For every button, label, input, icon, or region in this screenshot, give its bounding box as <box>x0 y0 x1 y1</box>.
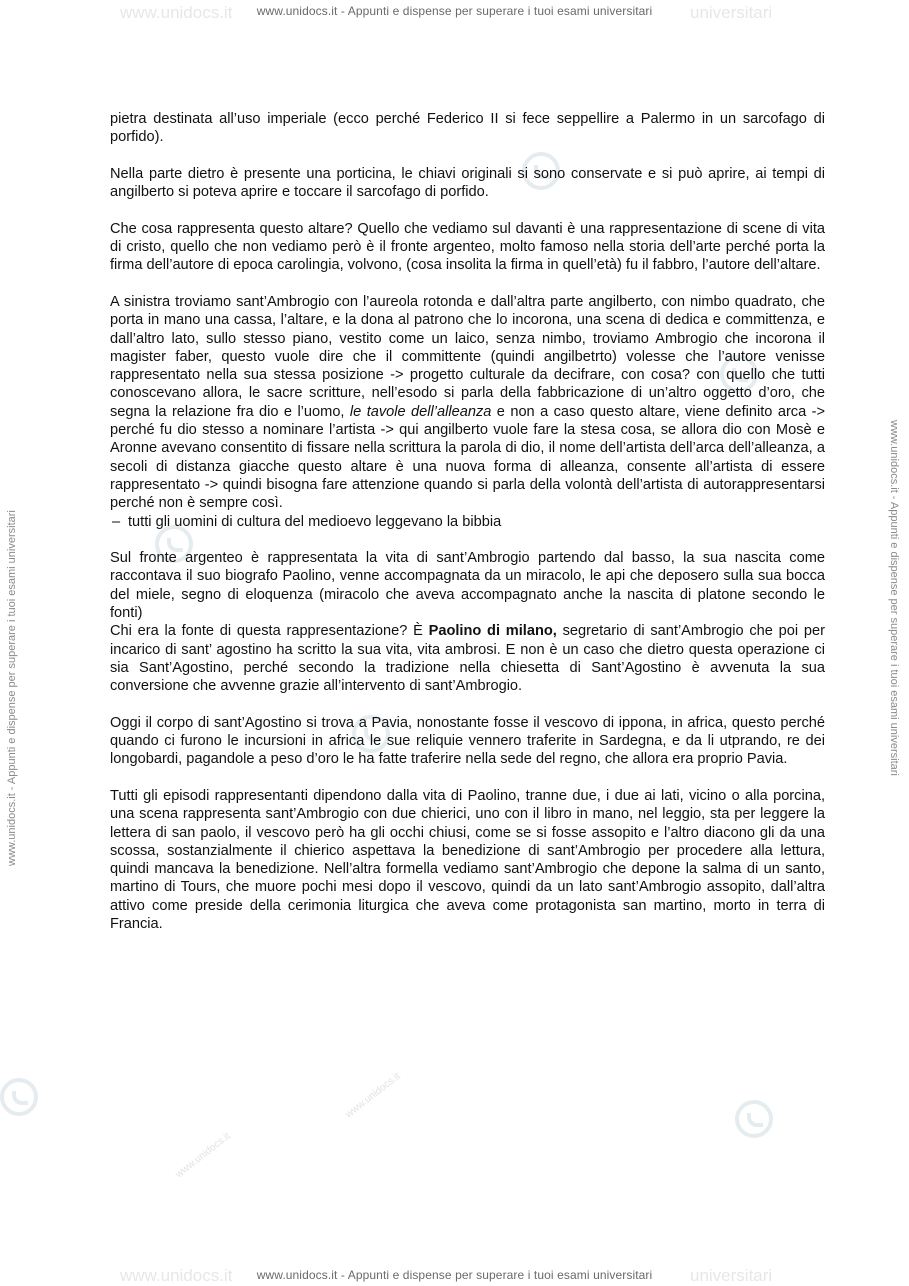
list-item: – tutti gli uomini di cultura del medioevo leggevano la bibbia <box>110 513 825 531</box>
header-ghost-right: universitari <box>690 3 773 22</box>
bullet-list <box>110 513 825 531</box>
document-body <box>110 110 825 952</box>
paragraph: Oggi il corpo di sant’Agostino si trova a Pavia, nonostante fosse il vescovo di ippona, in africa, questo perché quando ci furono le incursioni in africa le sue reliquie vennero traferite in Sardegna, e da li utprando, re dei longobardi, pagandole a peso d’oro le ha fatte traferire nella sede del regno, che allora era proprio Pavia. <box>110 714 825 768</box>
paragraph: Nella parte dietro è presente una porticina, le chiavi originali si sono conservate e si può aprire, ai tempi di angilberto si poteva aprire e toccare il sarcofago di porfido. <box>110 165 825 201</box>
header-ghost-left: www.unidocs.it <box>120 3 233 22</box>
page-header: www.unidocs.it - Appunti e dispense per superare i tuoi esami universitari <box>256 4 653 18</box>
bold-phrase: Paolino di milano, <box>428 623 557 640</box>
watermark-text: www.unidocs.it <box>343 1070 403 1121</box>
left-margin-text: www.unidocs.it - Appunti e dispense per superare i tuoi esami universitari <box>6 510 18 866</box>
paragraph: Che cosa rappresenta questo altare? Quello che vediamo sul davanti è una rappresentazione di scene di vita di cristo, quello che non vediamo però è il fronte argenteo, molto famoso nella storia dell’arte perché porta la firma dell’autore di epoca carolingia, volvono, (cosa insolita la firma in quell’età) fu il fabbro, l’autore dell’altare. <box>110 220 825 274</box>
paragraph: pietra destinata all’uso imperiale (ecco perché Federico II si fece seppellire a Palermo in un sarcofago di porfido). <box>110 111 825 146</box>
paragraph-text: A sinistra troviamo sant’Ambrogio con l’aureola rotonda e dall’altra parte angilberto, con nimbo quadrato, che porta in mano una cassa, l’altare, e la dona al patrono che lo incorona, una scena di dedica e committenza, e dall’altro lato, sullo stesso piano, vestito come un laico, senza nimbo, troviamo Ambrogio che incorona il magister faber, questo vuole dire che il committente (quindi angilbetrto) volesse che l’autore venisse rappresentato nella sua stessa posizione -> progetto culturale da decifrare, con cosa? con quello che tutti conoscevano allora, le sacre scritture, nell’esodo si parla della fabbricazione di un’altro oggetto d’oro, che segna la relazione fra dio e l’uomo, <box>110 293 825 420</box>
paragraph <box>110 293 825 513</box>
paragraph: Sul fronte argenteo è rappresentata la vita di sant’Ambrogio partendo dal basso, la sua nascita come raccontava il suo biografo Paolino, venne accompagnata da un miracolo, le api che deposero sulla sua bocca del miele, segno di eloquenza (miracolo che aveva accompagnato anche la nascita di platone secondo le fonti) <box>110 550 825 622</box>
watermark-text: www.unidocs.it <box>173 1130 233 1181</box>
page-footer: www.unidocs.it - Appunti e dispense per superare i tuoi esami universitari <box>256 1268 653 1282</box>
watermark-logo-icon <box>0 1078 38 1116</box>
paragraph: Tutti gli episodi rappresentanti dipendono dalla vita di Paolino, tranne due, i due ai lati, vicino o alla porcina, una scena rappresenta sant’Ambrogio con due chierici, uno con il libro in mano, nel leggio, sta per leggere la lettera di san paolo, il vescovo però ha gli occhi chiusi, come se si fosse assopito e l’altro diacono gli da una scossa, sostanzialmente il chierico aspettava la benedizione di sant’Ambrogio per procedere alla lettura, quindi mancava la benedizione. Nell’altra formella vediamo sant’Ambrogio che depone la salma di un santo, martino di Tours, che muore pochi mesi dopo il vescovo, quindi da un lato sant’Ambrogio assopito, dall’altra attivo come preside della cerimonia liturgica che aveva come protagonista san martino, morto in terra di Francia. <box>110 787 825 933</box>
paragraph <box>110 622 825 695</box>
paragraph-text: e non a caso questo altare, viene definito arca -> perché fu dio stesso a nominare l’artista -> qui angilberto vuole fare la stesa cosa, se allora dio con Mosè e Aronne avevano consentito di fissare nella scrittura la parola di dio, il nome dell’artista dell’arca dell’alleanza, a secoli di distanza giacche questo altare è una nuova forma di alleanza, consente all’artista di essere rappresentato -> quindi bisogna fare attenzione quando si parla della volontà dell’artista di autorappresentarsi perché non è sempre così. <box>110 403 826 512</box>
italic-phrase: le tavole dell’alleanza <box>349 403 492 420</box>
right-margin-text: www.unidocs.it - Appunti e dispense per superare i tuoi esami universitari <box>888 420 900 776</box>
paragraph-text: Chi era la fonte di questa rappresentazione? È <box>110 623 423 640</box>
footer-ghost-left: www.unidocs.it <box>120 1266 233 1285</box>
footer-ghost-right: universitari <box>690 1266 773 1285</box>
watermark-logo-icon <box>735 1100 773 1138</box>
paragraph-text: segretario di sant’Ambrogio che poi per incarico di sant’ agostino ha scritto la sua vita, vita ambrosi. E non è un caso che dietro questa operazione ci sia Sant’Agostino, perché secondo la tradizione nella chiesetta di Sant’Agostino è avvenuta la sua conversione che avvenne grazie all’intervento di sant’Ambrogio. <box>110 623 825 695</box>
